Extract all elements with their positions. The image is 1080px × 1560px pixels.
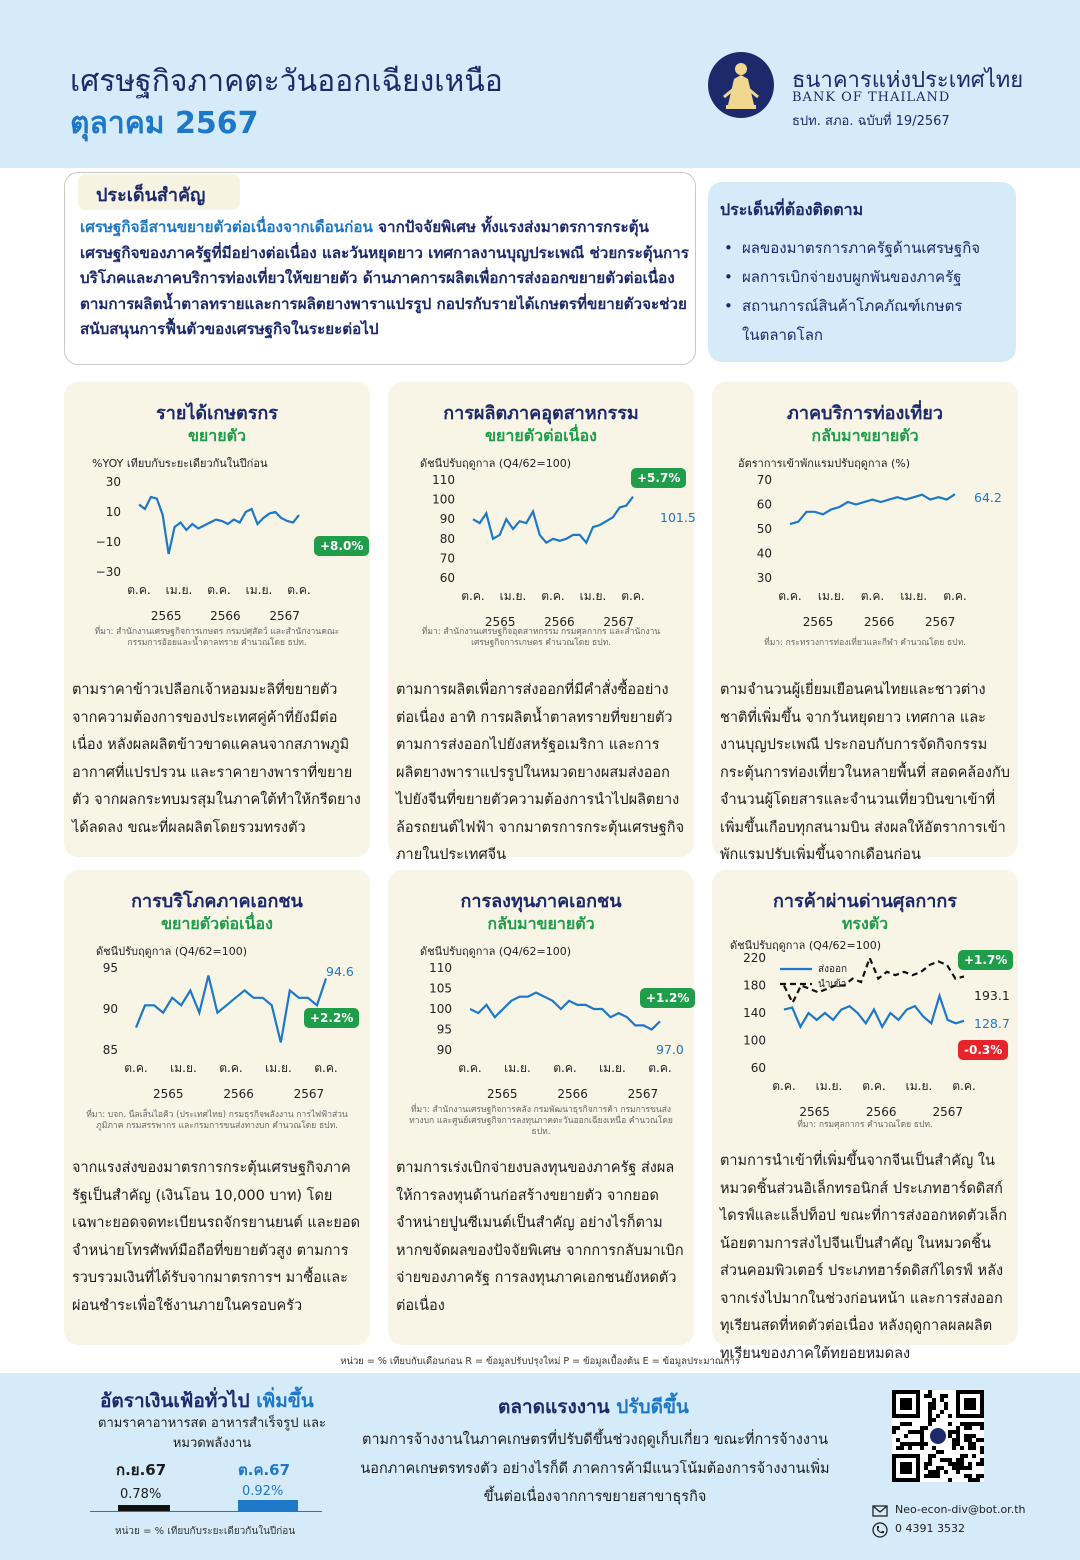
- x-year-label: 2567: [603, 615, 634, 629]
- x-year-label: 2565: [799, 1105, 830, 1119]
- inflation-bar-baseline: [90, 1511, 322, 1512]
- watch-item: • สถานการณ์สินค้าโภคภัณฑ์เกษตร: [720, 292, 1010, 321]
- panel-body-text: จากแรงส่งของมาตรการกระตุ้นเศรษฐกิจภาครัฐเป็นสำคัญ (เงินโอน 10,000 บาท) โดยเฉพาะยอดจดทะเบียนรถจักรยานยนต์ และยอดจำหน่ายโทรศัพท์มือถือที่ขยายตัวสูง ตามการรวบรวมเงินที่ได้รับจากมาตรการฯ มาซื้อและผ่อนชำระเพื่อใช้งานภายในครอบครัว: [72, 1160, 361, 1314]
- series-line: [784, 996, 964, 1027]
- inflation-bar-current: [238, 1500, 298, 1511]
- y-tick-label: 180: [743, 978, 766, 993]
- y-tick-label: 90: [102, 1002, 118, 1016]
- y-tick-label: 220: [743, 951, 766, 965]
- chart-unit-label: ดัชนีปรับฤดูกาล (Q4/62=100): [730, 939, 882, 952]
- y-tick-label: 90: [436, 1043, 452, 1057]
- report-title: เศรษฐกิจภาคตะวันออกเฉียงเหนือ: [70, 64, 503, 99]
- x-tick-label: ต.ค.: [207, 583, 231, 597]
- chart-source: ที่มา: สำนักงานเศรษฐกิจการเกษตร กรมปศุสัตว์ และสำนักงานคณะกรรมการอ้อยและน้ำตาลทราย คำนวณโดย ธปท.: [94, 627, 340, 648]
- x-tick-label: เม.ย.: [900, 589, 928, 603]
- bank-name-th: ธนาคารแห่งประเทศไทย: [792, 68, 1024, 93]
- x-tick-label: เม.ย.: [165, 583, 193, 597]
- x-year-label: 2567: [293, 1087, 325, 1101]
- units-note: หน่วย = % เทียบกับเดือนก่อน R = ข้อมูลปรับปรุงใหม่ P = ข้อมูลเบื้องต้น E = ข้อมูลประมาณการ: [340, 1356, 740, 1367]
- y-tick-label: −10: [95, 535, 121, 549]
- panel-investment: [388, 870, 694, 1345]
- series-line: [470, 993, 660, 1030]
- panel-farm: [64, 382, 370, 857]
- watch-title: ประเด็นที่ต้องติดตาม: [720, 200, 864, 219]
- panel-subtitle: ขยายตัวต่อเนื่อง: [161, 914, 273, 933]
- x-tick-label: เม.ย.: [599, 1061, 626, 1075]
- export-last-label: 128.7: [974, 1016, 1010, 1031]
- contact-phone[interactable]: 0 4391 3532: [895, 1522, 965, 1535]
- y-tick-label: 70: [439, 551, 455, 566]
- y-tick-label: 30: [105, 475, 121, 489]
- x-tick-label: เม.ย.: [579, 589, 607, 603]
- y-tick-label: 95: [102, 961, 118, 975]
- mail-icon: [872, 1503, 888, 1519]
- labor-label: ตลาดแรงงาน: [498, 1396, 610, 1418]
- y-tick-label: 50: [756, 522, 772, 536]
- x-year-label: 2566: [863, 615, 895, 629]
- y-tick-label: 100: [432, 492, 455, 507]
- y-tick-label: 60: [439, 571, 455, 585]
- change-badge: +8.0%: [314, 536, 369, 556]
- y-tick-label: 80: [439, 531, 455, 546]
- y-tick-label: 60: [750, 1061, 766, 1075]
- watch-list: [720, 234, 1010, 350]
- y-tick-label: 100: [743, 1033, 766, 1048]
- panel-industry: [388, 382, 696, 863]
- x-tick-label: ต.ค.: [860, 589, 885, 603]
- x-tick-label: ต.ค.: [553, 1061, 577, 1075]
- y-tick-label: 30: [756, 571, 772, 585]
- x-tick-label: ต.ค.: [461, 589, 485, 603]
- chart-industry: [388, 382, 694, 629]
- inflation-month-current: ต.ค.67: [238, 1461, 291, 1479]
- x-tick-label: ต.ค.: [952, 1079, 976, 1093]
- y-tick-label: −30: [95, 565, 121, 579]
- inflation-month-prev: ก.ย.67: [116, 1461, 167, 1479]
- x-tick-label: เม.ย.: [499, 589, 527, 603]
- inflation-status: เพิ่มขึ้น: [256, 1390, 314, 1412]
- panel-trade: [712, 870, 1018, 1362]
- panel-body-text: ตามจำนวนผู้เยี่ยมเยือนคนไทยและชาวต่างชาติที่เพิ่มขึ้น จากวันหยุดยาว เทศกาล และงานบุญประเพณี ประกอบกับการจัดกิจกรรมกระตุ้นการท่องเที่ยวในหลายพื้นที่ สอดคล้องกับจำนวนผู้โดยสารและจำนวนเที่ยวบินขาเข้าที่เพิ่มขึ้นเกือบทุกสนามบิน ส่งผลให้อัตราการเข้าพักแรมปรับเพิ่มขึ้นจากเดือนก่อน: [720, 682, 1010, 863]
- watch-item-cont: ในตลาดโลก: [742, 326, 824, 344]
- y-tick-label: 90: [439, 512, 455, 527]
- x-year-label: 2567: [269, 609, 300, 623]
- labor-text: ตามการจ้างงานในภาคเกษตรที่ปรับดีขึ้นช่วงฤดูเก็บเกี่ยว ขณะที่การจ้างงานนอกภาคเกษตรทรงตัว อย่างไรก็ดี ภาคการค้ามีแนวโน้มต้องการจ้างงานเพิ่มขึ้นต่อเนื่องจากการขยายสาขาธุรกิจ: [360, 1432, 830, 1505]
- chart-unit-label: %YOY เทียบกับระยะเดียวกันในปีก่อน: [92, 457, 268, 470]
- x-year-label: 2566: [865, 1105, 897, 1119]
- legend-export: ส่งออก: [818, 964, 848, 975]
- x-tick-label: เม.ย.: [265, 1061, 292, 1075]
- bank-name-en: BANK OF THAILAND: [792, 90, 951, 105]
- last-value-label: 97.0: [656, 1042, 684, 1057]
- x-tick-label: ต.ค.: [862, 1079, 886, 1093]
- contact-email[interactable]: Neo-econ-div@bot.or.th: [895, 1503, 1026, 1516]
- x-tick-label: เม.ย.: [245, 583, 273, 597]
- change-badge: -0.3%: [958, 1040, 1008, 1060]
- x-tick-label: ต.ค.: [943, 589, 967, 603]
- x-year-label: 2565: [150, 609, 182, 623]
- chart-investment: [388, 870, 694, 1101]
- legend-import: นำเข้า: [818, 979, 847, 990]
- chart-unit-label: ดัชนีปรับฤดูกาล (Q4/62=100): [420, 457, 572, 470]
- key-issues-text: [80, 215, 692, 343]
- series-line: [790, 494, 955, 524]
- chart-unit-label: ดัชนีปรับฤดูกาล (Q4/62=100): [420, 945, 572, 958]
- x-tick-label: ต.ค.: [314, 1061, 338, 1075]
- x-year-label: 2566: [210, 609, 241, 623]
- x-tick-label: ต.ค.: [219, 1061, 243, 1075]
- x-year-label: 2567: [932, 1105, 964, 1119]
- key-issues-highlight: เศรษฐกิจอีสานขยายตัวต่อเนื่องจากเดือนก่อน: [80, 218, 373, 236]
- panel-body-text: ตามการนำเข้าที่เพิ่มขึ้นจากจีนเป็นสำคัญ ในหมวดชิ้นส่วนอิเล็กทรอนิกส์ ประเภทฮาร์ดดิสก์ไดรฟ์และแล็ปท็อป ขณะที่การส่งออกหดตัวเล็กน้อยตามการส่งไปจีนเป็นสำคัญ ในหมวดชิ้นส่วนคอมพิวเตอร์ ประเภทฮาร์ดดิสก์ไดรฟ์ หลังจากเร่งไปมากในช่วงก่อนหน้า และการส่งออกทุเรียนสดที่หดตัวต่อเนื่อง หลังฤดูกาลผลผลิตทุเรียนของภาคใต้ทยอยหมดลง: [720, 1153, 1007, 1362]
- y-tick-label: 70: [756, 473, 772, 487]
- inflation-subtitle: ตามราคาอาหารสด อาหารสำเร็จรูป และหมวดพลังงาน: [98, 1416, 326, 1451]
- import-last-label: 193.1: [974, 988, 1010, 1003]
- x-year-label: 2566: [544, 615, 575, 629]
- x-tick-label: ต.ค.: [648, 1061, 672, 1075]
- x-tick-label: ต.ค.: [127, 583, 151, 597]
- y-tick-label: 85: [102, 1043, 118, 1057]
- chart-unit-label: ดัชนีปรับฤดูกาล (Q4/62=100): [96, 945, 248, 958]
- y-tick-label: 100: [429, 1002, 452, 1016]
- change-badge: +2.2%: [304, 1008, 359, 1028]
- y-tick-label: 105: [429, 981, 452, 996]
- last-value-label: 94.6: [326, 964, 354, 979]
- chart-farm: [64, 382, 370, 623]
- panel-subtitle: ขยายตัวต่อเนื่อง: [485, 426, 597, 445]
- inflation-unit: หน่วย = % เทียบกับระยะเดียวกันในปีก่อน: [115, 1526, 296, 1537]
- panel-consumption: [64, 870, 370, 1345]
- panel-body-text: ตามการเร่งเบิกจ่ายงบลงทุนของภาครัฐ ส่งผลให้การลงทุนด้านก่อสร้างขยายตัว จากยอดจำหน่ายปูนซีเมนต์เป็นสำคัญ อย่างไรก็ตาม หากขจัดผลของปัจจัยพิเศษ จากการกลับมาเบิกจ่ายของภาครัฐ การลงทุนภาคเอกชนยังหดตัวต่อเนื่อง: [396, 1160, 684, 1314]
- bank-logo-icon: [708, 52, 774, 118]
- x-tick-label: ต.ค.: [124, 1061, 148, 1075]
- report-date: ตุลาคม 2567: [70, 106, 259, 141]
- x-tick-label: ต.ค.: [287, 583, 311, 597]
- x-year-label: 2567: [627, 1087, 659, 1101]
- x-tick-label: เม.ย.: [504, 1061, 531, 1075]
- x-year-label: 2565: [487, 1087, 518, 1101]
- change-badge: +1.7%: [958, 950, 1013, 970]
- key-issues-title: ประเด็นสำคัญ: [96, 185, 206, 206]
- inflation-value-prev: 0.78%: [120, 1487, 162, 1502]
- change-badge: +5.7%: [631, 468, 686, 488]
- y-tick-label: 140: [743, 1006, 766, 1020]
- chart-consumption: [64, 870, 370, 1101]
- x-tick-label: ต.ค.: [541, 589, 565, 603]
- change-badge: +1.2%: [640, 988, 695, 1008]
- last-value-label: 64.2: [974, 490, 1002, 505]
- inflation-value-current: 0.92%: [242, 1484, 284, 1499]
- panel-subtitle: กลับมาขยายตัว: [811, 426, 919, 445]
- inflation-title: [100, 1386, 314, 1416]
- chart-source: ที่มา: กรมศุลกากร คำนวณโดย ธปท.: [797, 1120, 933, 1130]
- panel-title: รายได้เกษตรกร: [156, 403, 278, 424]
- panel-title: การค้าผ่านด่านศุลกากร: [773, 891, 957, 912]
- y-tick-label: 95: [436, 1022, 452, 1037]
- x-tick-label: ต.ค.: [778, 589, 802, 603]
- chart-source: ที่มา: บจก. นีลเส็นไอคิว (ประเทศไทย) กรมธุรกิจพลังงาน การไฟฟ้าส่วนภูมิภาค กรมสรรพากร และกรมการขนส่งทางบก คำนวณโดย ธปท.: [86, 1110, 348, 1131]
- x-year-label: 2565: [802, 615, 834, 629]
- chart-legend: [780, 969, 812, 984]
- panel-tourism: [712, 382, 1018, 863]
- chart-tourism: [712, 382, 1018, 629]
- x-tick-label: เม.ย.: [815, 1079, 843, 1093]
- watch-item: • ผลการเบิกจ่ายงบผูกพันของภาครัฐ: [720, 263, 1010, 292]
- x-year-label: 2565: [484, 615, 516, 629]
- issue-number: ธปท. สภอ. ฉบับที่ 19/2567: [792, 114, 950, 129]
- x-year-label: 2566: [223, 1087, 254, 1101]
- panel-subtitle: กลับมาขยายตัว: [487, 914, 595, 933]
- panel-title: ภาคบริการท่องเที่ยว: [787, 403, 943, 424]
- phone-icon: [872, 1522, 888, 1538]
- panel-title: การผลิตภาคอุตสาหกรรม: [443, 403, 639, 424]
- x-tick-label: ต.ค.: [621, 589, 645, 603]
- y-tick-label: 110: [432, 473, 455, 487]
- last-value-label: 101.5: [660, 510, 696, 525]
- panel-subtitle: ทรงตัว: [841, 914, 889, 933]
- y-tick-label: 40: [756, 546, 772, 561]
- x-tick-label: เม.ย.: [170, 1061, 197, 1075]
- series-line: [136, 976, 326, 1043]
- panel-body-text: ตามราคาข้าวเปลือกเจ้าหอมมะลิที่ขยายตัว จากความต้องการของประเทศคู่ค้าที่ยังมีต่อเนื่อง หลังผลผลิตข้าวขาดแคลนจากสภาพภูมิอากาศที่แปรปรวน และราคายางพาราที่ขยายตัว จากผลกระทบมรสุมในภาคใต้ทำให้กรีดยางได้ลดลง ขณะที่ผลผลิตโดยรวมทรงตัว: [72, 682, 361, 836]
- x-year-label: 2566: [557, 1087, 588, 1101]
- panel-subtitle: ขยายตัว: [187, 426, 247, 445]
- watch-item: • ผลของมาตรการภาครัฐด้านเศรษฐกิจ: [720, 234, 1010, 263]
- panel-title: การบริโภคภาคเอกชน: [131, 891, 303, 912]
- x-year-label: 2565: [153, 1087, 184, 1101]
- y-tick-label: 10: [105, 505, 121, 519]
- y-tick-label: 110: [429, 961, 452, 975]
- series-line: [473, 497, 633, 543]
- x-year-label: 2567: [924, 615, 956, 629]
- x-tick-label: ต.ค.: [772, 1079, 796, 1093]
- chart-source: ที่มา: สำนักงานเศรษฐกิจอุตสาหกรรม กรมศุลกากร และสำนักงานเศรษฐกิจการเกษตร คำนวณโดย ธปท.: [421, 627, 661, 648]
- panel-body-text: ตามการผลิตเพื่อการส่งออกที่มีคำสั่งซื้ออย่างต่อเนื่อง อาทิ การผลิตน้ำตาลทรายที่ขยายตัวตามการส่งออกไปยังสหรัฐอเมริกา และการผลิตยางพาราแปรรูปในหมวดยางผสมส่งออกไปยังจีนที่ขยายตัวความต้องการนำไปผลิตยางล้อรถยนต์ไฟฟ้า จากมาตรการกระตุ้นเศรษฐกิจภายในประเทศจีน: [396, 682, 685, 863]
- series-line: [139, 497, 299, 554]
- series-line: [784, 958, 964, 1003]
- chart-source: ที่มา: กระทรวงการท่องเที่ยวและกีฬา คำนวณโดย ธปท.: [764, 638, 966, 648]
- chart-source: ที่มา: สำนักงานเศรษฐกิจการคลัง กรมพัฒนาธุรกิจการค้า กรมการขนส่งทางบก และศูนย์เศรษฐกิจการลงทุนภาคตะวันออกเฉียงเหนือ คำนวณโดย ธปท.: [409, 1105, 673, 1137]
- x-tick-label: ต.ค.: [458, 1061, 482, 1075]
- x-tick-label: เม.ย.: [817, 589, 845, 603]
- x-tick-label: เม.ย.: [905, 1079, 933, 1093]
- key-issues-body: จากปัจจัยพิเศษ ทั้งแรงส่งมาตรการกระตุ้นเศรษฐกิจของภาครัฐที่มีอย่างต่อเนื่อง และวันหยุดยาว เทศกาลงานบุญประเพณี ช่วยกระตุ้นการบริโภคและภาคบริการท่องเที่ยวให้ขยายตัว ด้านภาคการผลิตเพื่อการส่งออกขยายตัวต่อเนื่อง ตามการผลิตน้ำตาลทรายและการผลิตยางพาราแปรรูป กอปรกับรายได้เกษตรที่ขยายตัวจะช่วยสนับสนุนการฟื้นตัวของเศรษฐกิจในระยะต่อไป: [80, 218, 689, 338]
- panel-title: การลงทุนภาคเอกชน: [460, 891, 622, 912]
- qr-code[interactable]: [892, 1390, 984, 1482]
- chart-unit-label: อัตราการเข้าพักแรมปรับฤดูกาล (%): [738, 457, 910, 470]
- labor-title: [498, 1392, 689, 1422]
- labor-status: ปรับดีขึ้น: [616, 1396, 689, 1418]
- inflation-label: อัตราเงินเฟ้อทั่วไป: [100, 1390, 250, 1412]
- y-tick-label: 60: [756, 497, 772, 512]
